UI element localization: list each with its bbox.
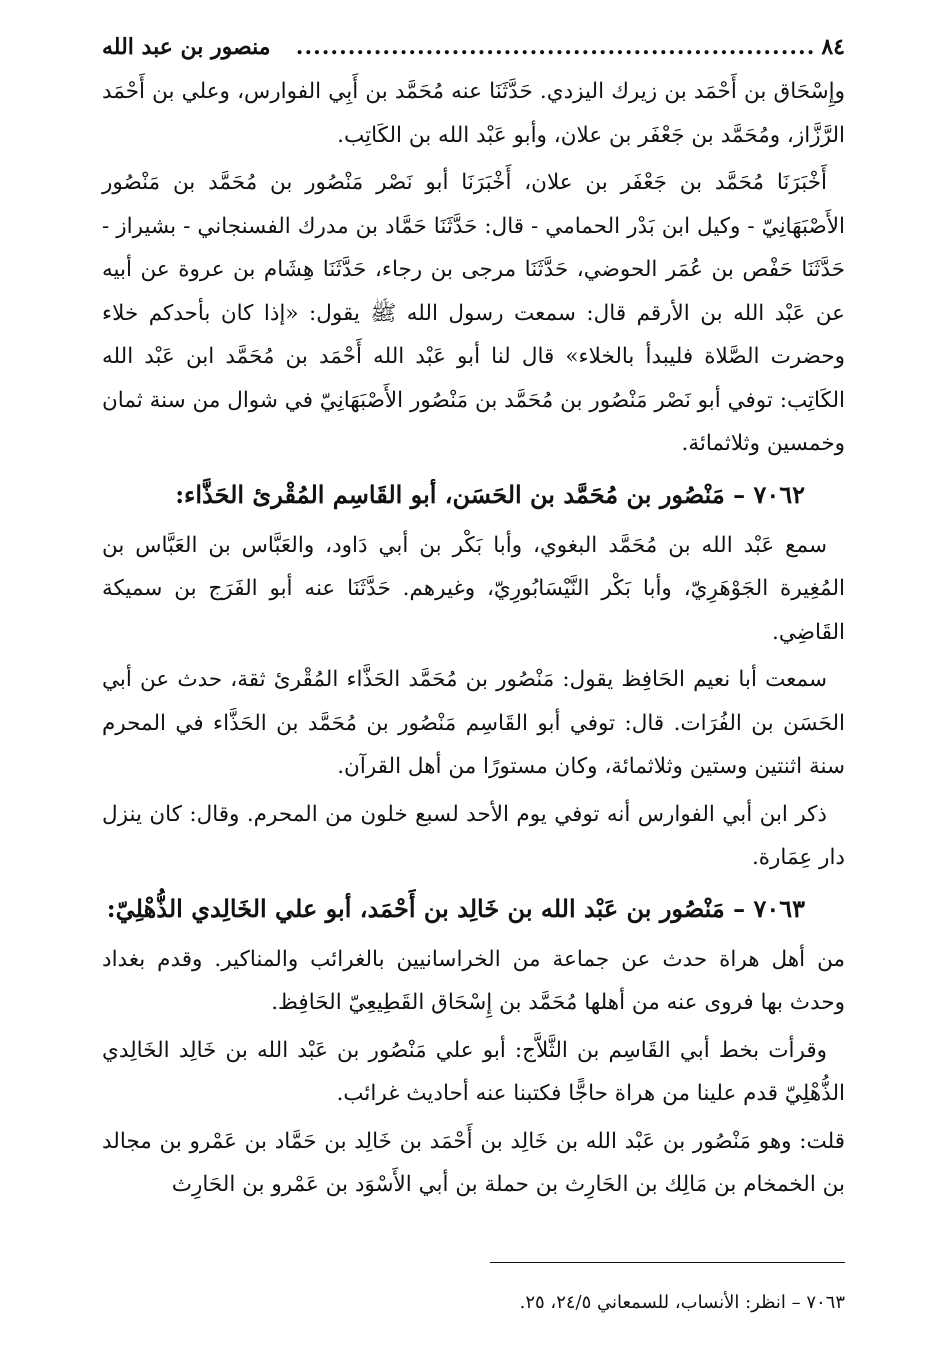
paragraph-continuation: وإِسْحَاق بن أَحْمَد بن زيرك اليزدي. حَدَّثَنَا عنه مُحَمَّد بن أَبِي الفوارس، وعلي بن أَحْمَد الرَّزَّاز، ومُحَمَّد بن جَعْفَر بن علان، وأبو عَبْد الله بن الكَاتِب. — [102, 79, 845, 148]
entry-heading-7062: ٧٠٦٢ – مَنْصُور بن مُحَمَّد بن الحَسَن، أبو القَاسِم المُقْرئ الحَذَّاء: — [175, 479, 805, 509]
page-number: ٨٤ — [821, 34, 845, 60]
paragraph-7063-1: من أهل هراة حدث عن جماعة من الخراسانيين بالغرائب والمناكير. وقدم بغداد وحدث بها فروى عنه من أهلها مُحَمَّد بن إِسْحَاق القَطِيعِيّ الحَافِظ. — [102, 946, 845, 1015]
paragraph-7063-3: قلت: وهو مَنْصُور بن عَبْد الله بن خَالِد بن أَحْمَد بن خَالِد بن حَمَّاد بن عَمْرو بن مجالد بن الخمخام بن مَالِك بن الحَارِث بن حملة بن أبي الأَسْوَد بن عَمْرو بن الحَارِث — [102, 1128, 845, 1197]
footnote: ٧٠٦٣ – انظر: الأنساب، للسمعاني ٢٤/٥، ٢٥. — [519, 1292, 845, 1313]
running-title: منصور بن عبد الله — [102, 34, 271, 60]
paragraph-7062-3: ذكر ابن أبي الفوارس أنه توفي يوم الأحد لسبع خلون من المحرم. وقال: كان ينزل دار عِمَارة. — [102, 801, 845, 870]
footnote-divider — [490, 1262, 845, 1263]
header-leader-dots: ............................................................ — [295, 34, 816, 60]
paragraph-7063-2: وقرأت بخط أبي القَاسِم بن الثَّلاَّج: أبو علي مَنْصُور بن عَبْد الله بن خَالِد الخَالِدي الذُّهْلِيّ قدم علينا من هراة حاجًّا فكتبنا عنه أحاديث غرائب. — [102, 1037, 845, 1106]
paragraph-hadith-chain: أَخْبَرَنَا مُحَمَّد بن جَعْفَر بن علان، أَخْبَرَنَا أبو نَصْر مَنْصُور بن مُحَمَّد بن مَنْصُور الأَصْبَهَانِيّ - وكيل ابن بَدْر الحمامي - قال: حَدَّثَنَا حَمَّاد بن مدرك الفسنجاني - بشيراز - حَدَّثَنَا حَفْص بن عُمَر الحوضي، حَدَّثَنَا مرجى بن رجاء، حَدَّثَنَا هِشَام بن عروة عن أبيه عن عَبْد الله بن الأرقم قال: سمعت رسول الله ﷺ يقول: «إذا كان بأحدكم خلاء وحضرت الصَّلاة فليبدأ بالخلاء» قال لنا أبو عَبْد الله أَحْمَد بن مُحَمَّد ابن عَبْد الله الكَاتِب: توفي أبو نَصْر مَنْصُور بن مُحَمَّد بن مَنْصُور الأَصْبَهَانِيّ في شوال من سنة ثمان وخمسين وثلاثمائة. — [102, 170, 845, 456]
paragraph-7062-1: سمع عَبْد الله بن مُحَمَّد البغوي، وأبا بَكْر بن أبي دَاود، والعَبَّاس بن العَبَّاس بن المُغِيرة الجَوْهَرِيّ، وأبا بَكْر النَّيْسَابُورِيّ، وغيرهم. حَدَّثَنَا عنه أبو الفَرَج بن سميكة القَاضِي. — [102, 532, 845, 645]
running-header — [102, 30, 845, 64]
entry-heading-7063: ٧٠٦٣ – مَنْصُور بن عَبْد الله بن خَالِد بن أَحْمَد، أبو علي الخَالِدي الذُّهْلِيّ: — [106, 893, 805, 923]
paragraph-7062-2: سمعت أبا نعيم الحَافِظ يقول: مَنْصُور بن مُحَمَّد الحَذَّاء المُقْرئ ثقة، حدث عن أبي الحَسَن بن الفُرَات. قال: توفي أبو القَاسِم مَنْصُور بن مُحَمَّد بن الحَذَّاء في المحرم سنة اثنتين وستين وثلاثمائة، وكان مستورًا من أهل القرآن. — [102, 667, 845, 779]
main-text — [102, 70, 845, 1207]
